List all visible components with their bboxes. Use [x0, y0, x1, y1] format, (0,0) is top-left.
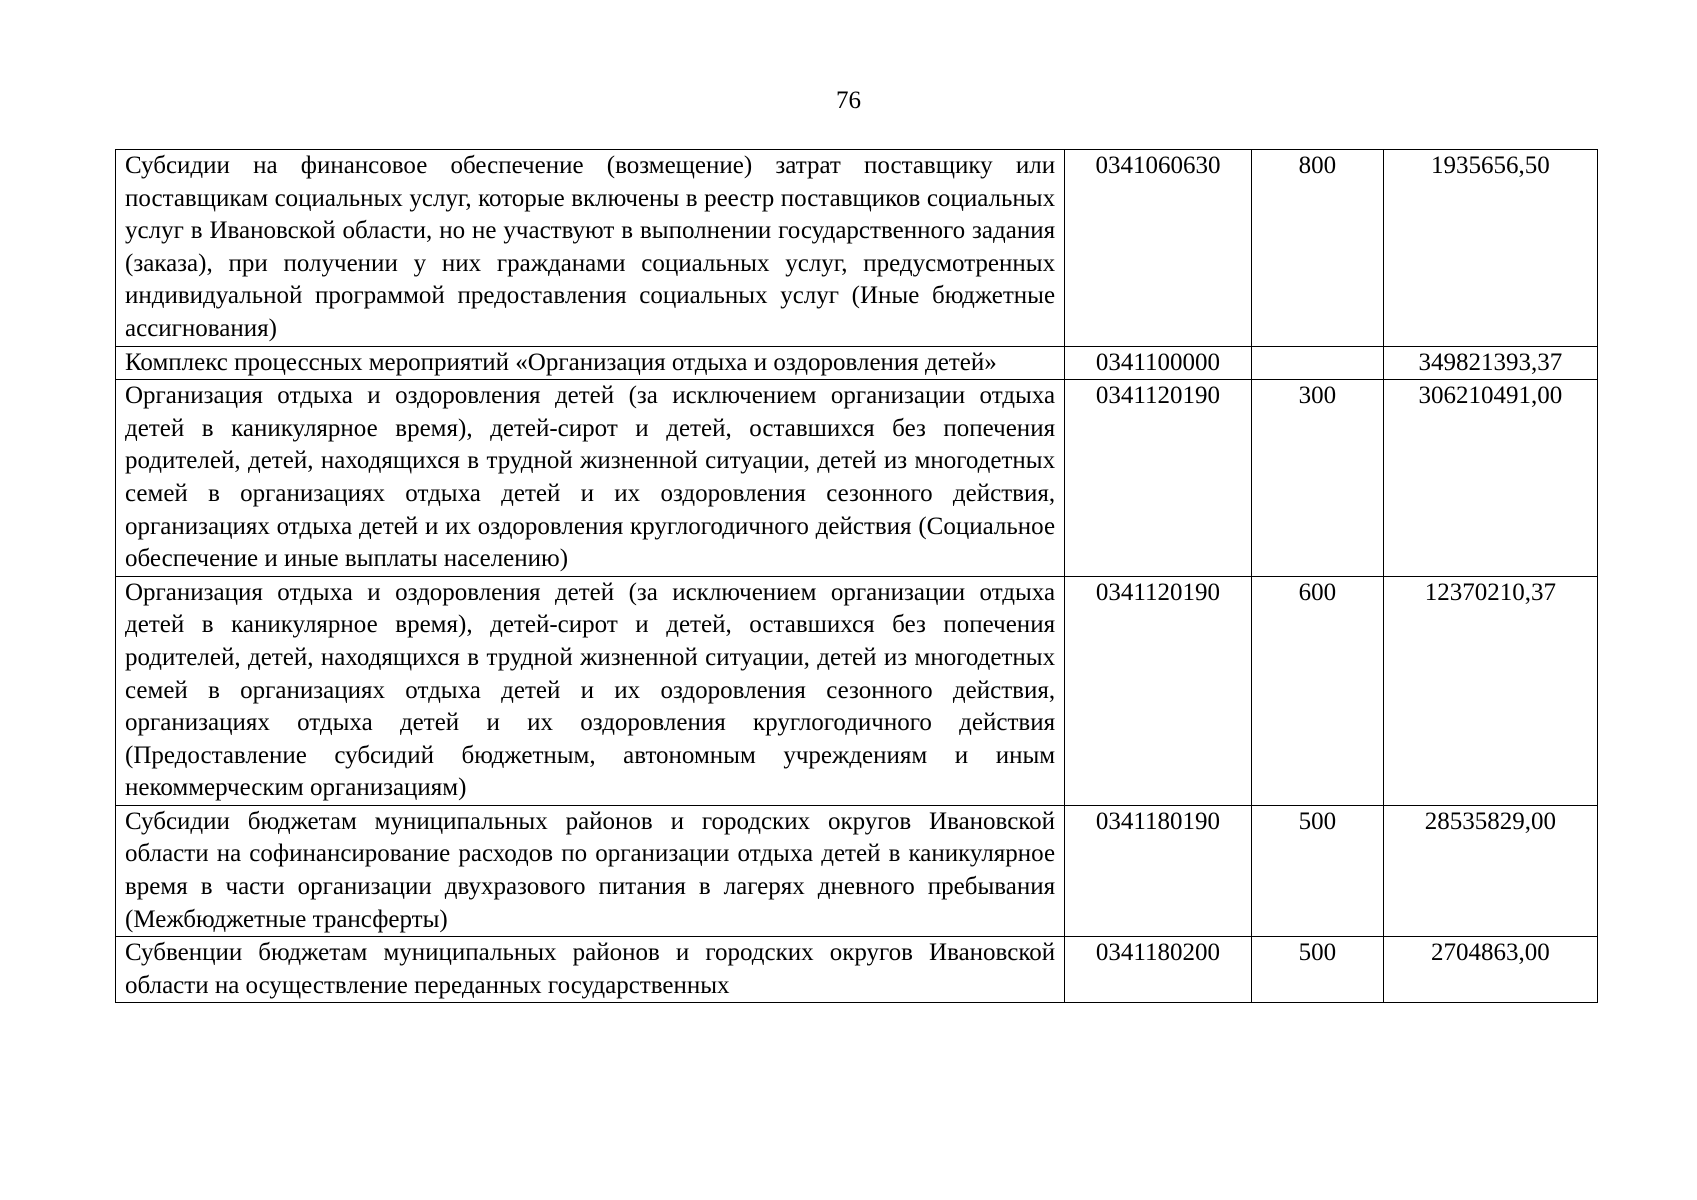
row-expense-type: 300: [1251, 380, 1383, 577]
row-expense-type: [1251, 346, 1383, 380]
row-amount: 306210491,00: [1383, 380, 1597, 577]
row-amount: 28535829,00: [1383, 805, 1597, 936]
row-amount: 12370210,37: [1383, 576, 1597, 805]
row-description: Субсидии бюджетам муниципальных районов и городских округов Ивановской области на софинансирование расходов по организации отдыха детей в каникулярное время в части организации двухразового питания в лагерях дневного пребывания (Межбюджетные трансферты): [116, 805, 1065, 936]
row-expense-type: 500: [1251, 937, 1383, 1003]
row-expense-type: 500: [1251, 805, 1383, 936]
table-row: [116, 346, 1598, 380]
row-target-code: 0341060630: [1065, 150, 1252, 347]
row-amount: 1935656,50: [1383, 150, 1597, 347]
table-row: [116, 576, 1598, 805]
table-row: [116, 380, 1598, 577]
budget-table: [115, 149, 1598, 1003]
row-target-code: 0341100000: [1065, 346, 1252, 380]
page-number: 76: [836, 87, 861, 114]
row-expense-type: 800: [1251, 150, 1383, 347]
row-description-cell: [116, 937, 1065, 1003]
table-row: [116, 805, 1598, 936]
row-target-code: 0341180200: [1065, 937, 1252, 1003]
row-description: Субсидии на финансовое обеспечение (возмещение) затрат поставщику или поставщикам социальных услуг, которые включены в реестр поставщиков социальных услуг в Ивановской области, но не участвуют в выполнении государственного задания (заказа), при получении у них гражданами социальных услуг, предусмотренных индивидуальной программой предоставления социальных услуг (Иные бюджетные ассигнования): [116, 150, 1065, 347]
table-row: [116, 937, 1598, 1003]
row-amount: 2704863,00: [1383, 937, 1597, 1003]
row-amount: 349821393,37: [1383, 346, 1597, 380]
row-description: Организация отдыха и оздоровления детей (за исключением организации отдыха детей в каникулярное время), детей-сирот и детей, оставшихся без попечения родителей, детей, находящихся в трудной жизненной ситуации, детей из многодетных семей в организациях отдыха детей и их оздоровления сезонного действия, организациях отдыха детей и их оздоровления круглогодичного действия (Предоставление субсидий бюджетным, автономным учреждениям и иным некоммерческим организациям): [116, 576, 1065, 805]
row-description: Субвенции бюджетам муниципальных районов и городских округов Ивановской области на осуществление переданных государственных: [125, 939, 1056, 999]
row-target-code: 0341120190: [1065, 576, 1252, 805]
table-row: [116, 150, 1598, 347]
row-expense-type: 600: [1251, 576, 1383, 805]
row-target-code: 0341120190: [1065, 380, 1252, 577]
row-description: Организация отдыха и оздоровления детей (за исключением организации отдыха детей в каникулярное время), детей-сирот и детей, оставшихся без попечения родителей, детей, находящихся в трудной жизненной ситуации, детей из многодетных семей в организациях отдыха детей и их оздоровления сезонного действия, организациях отдыха детей и их оздоровления круглогодичного действия (Социальное обеспечение и иные выплаты населению): [116, 380, 1065, 577]
row-target-code: 0341180190: [1065, 805, 1252, 936]
row-description: Комплекс процессных мероприятий «Организация отдыха и оздоровления детей»: [116, 346, 1065, 380]
